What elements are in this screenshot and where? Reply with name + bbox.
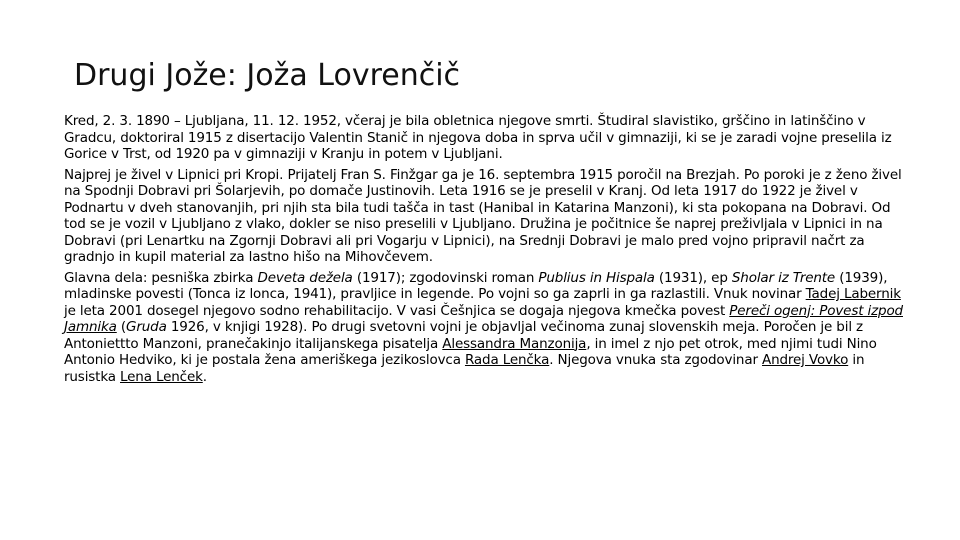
text-segment: 1926, v knjigi 1928). Po drugi svetovni vojni je objavljal večinoma zunaj slovenskih meja. Poročen je bil z Antoniettto Manzoni, pranečakinjo italijanskega pisatelja: [64, 319, 863, 352]
text-segment: . Njegova vnuka sta zgodovinar: [549, 352, 762, 368]
text-segment: (1917); zgodovinski roman: [352, 269, 539, 286]
link-pereci-ogenj-label: Pereči ogenj: Povest izpod Jamnika: [64, 302, 903, 335]
paragraph-works: [64, 270, 904, 386]
link-alessandra-manzonija[interactable]: Alessandra Manzonija: [442, 335, 587, 352]
slide-body: [64, 113, 904, 385]
paragraph-life: Najprej je živel v Lipnici pri Kropi. Prijatelj Fran S. Finžgar ga je 16. septembra 1915 poročil na Brezjah. Po poroki je z ženo živel na Spodnji Dobravi pri Šolarjevih, po domače Justinovih. Leta 1916 se je preselil v Kranj. Od leta 1917 do 1922 je živel v Podnartu v dveh stanovanjih, pri njih sta bila tudi tašča in tast (Hanibal in Katarina Manzoni), ki sta pokopana na Dobravi. Od tod se je vozil v Ljubljano z vlako, dokler se niso preselili v Ljubljano. Družina je počitnice še naprej preživljala v Lipnici in na Dobravi (pri Lenartku na Zgornji Dobravi ali pri Vogarju v Lipnici), na Srednji Dobravi je malo pred vojno pripravil načrt za gradnjo in kupil material za lastno hišo na Mihovčevem.: [64, 166, 902, 265]
link-tadej-labernik[interactable]: Tadej Labernik: [805, 286, 901, 302]
work-title-gruda: Gruda: [126, 319, 167, 335]
link-rada-lencka[interactable]: Rada Lenčka: [464, 352, 550, 368]
text-segment: Glavna dela: pesniška zbirka: [64, 269, 258, 286]
link-andrej-vovko[interactable]: Andrej Vovko: [762, 352, 849, 368]
link-lena-lencek[interactable]: Lena Lenček: [120, 368, 203, 385]
text-segment: (: [116, 319, 127, 335]
paragraph-biography: Kred, 2. 3. 1890 – Ljubljana, 11. 12. 1952, včeraj je bila obletnica njegove smrti. Študiral slavistiko, grščino in latinščino v Gradcu, doktoriral 1915 z disertacijo Valentin Stanič in njegova doba in sprva učil v gimnaziji, ki se je zaradi vojne preselila iz Gorice v Trst, od 1920 pa v gimnaziji v Kranju in potem v Ljubljani.: [64, 113, 892, 162]
text-segment: in rusistka: [64, 352, 865, 385]
slide-title: Drugi Jože: Joža Lovrenčič: [74, 58, 461, 93]
text-segment: (1939), mladinske povesti (Tonca iz lonca, 1941), pravljice in legende. Po vojni so ga zaprli in ga razlastili. Vnuk novinar: [64, 269, 888, 302]
text-segment: , in imel z njo pet otrok, med njimi tudi Nino Antonio Hedviko, ki je postala žena ameriškega jezikoslovca: [64, 335, 877, 368]
text-segment: .: [202, 368, 207, 385]
work-title-publius: Publius in Hispala: [538, 269, 655, 286]
work-title-sholar: Sholar iz Trente: [731, 269, 836, 286]
text-segment: je leta 2001 dosegel njegovo sodno rehabilitacijo. V vasi Češnjica se dogaja njegova kmečka povest: [64, 302, 730, 319]
text-segment: (1931), ep: [654, 269, 732, 286]
work-title-deveta-dezela: Deveta dežela: [257, 269, 353, 286]
